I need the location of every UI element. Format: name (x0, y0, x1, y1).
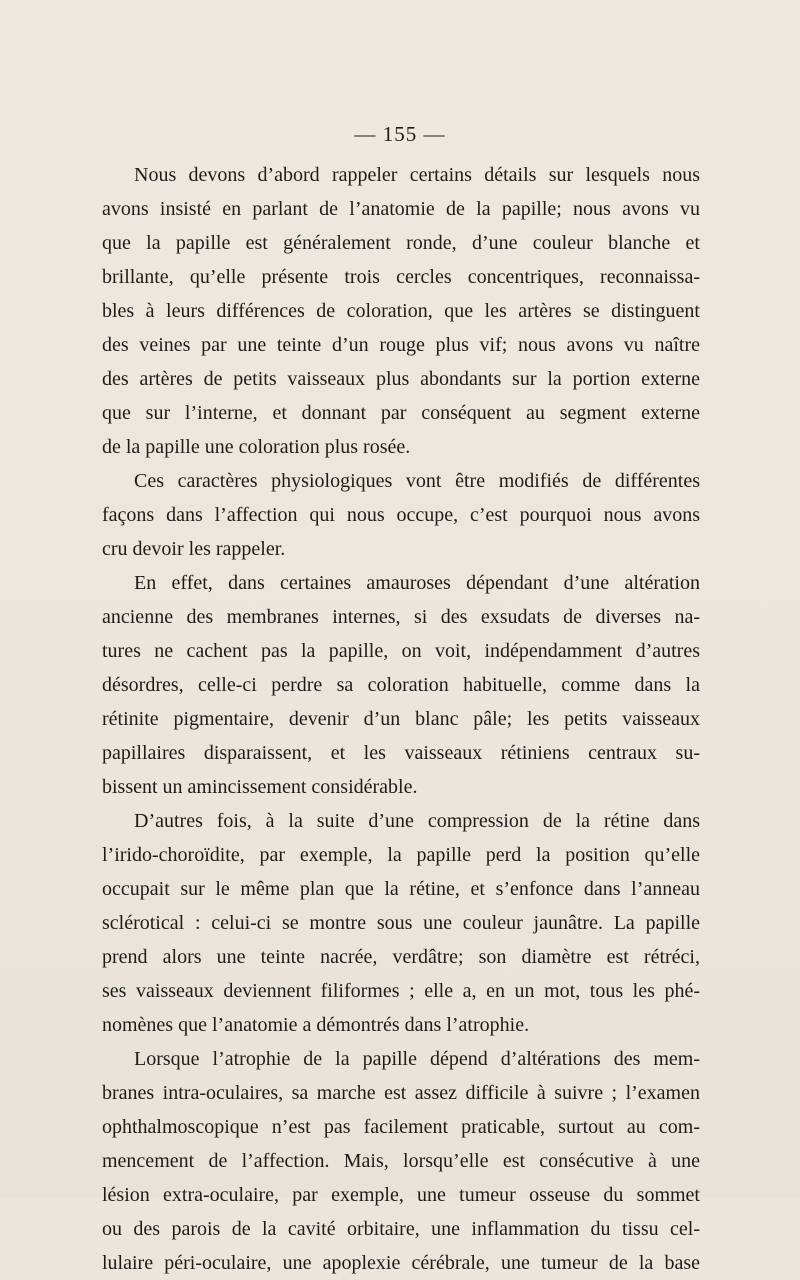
text-line: ses vaisseaux deviennent filiformes ; elle a, en un mot, tous les phé- (102, 980, 700, 1002)
text-line: ophthalmoscopique n’est pas facilement praticable, surtout au com- (102, 1116, 700, 1138)
text-line: cru devoir les rappeler. (102, 538, 286, 560)
text-line: tures ne cachent pas la papille, on voit, indépendamment d’autres (102, 640, 700, 662)
text-line: l’irido-choroïdite, par exemple, la papille perd la position qu’elle (102, 844, 700, 866)
body-text (102, 158, 700, 1280)
text-line: lésion extra-oculaire, par exemple, une tumeur osseuse du sommet (102, 1184, 700, 1206)
paragraph (102, 1042, 700, 1280)
text-line: lulaire péri-oculaire, une apoplexie cérébrale, une tumeur de la base (102, 1252, 700, 1274)
text-line: branes intra-oculaires, sa marche est assez difficile à suivre ; l’examen (102, 1082, 700, 1104)
paragraph (102, 158, 700, 464)
text-line: façons dans l’affection qui nous occupe, c’est pourquoi nous avons (102, 504, 700, 526)
text-line: Lorsque l’atrophie de la papille dépend d’altérations des mem- (134, 1048, 700, 1070)
text-line: rétinite pigmentaire, devenir d’un blanc pâle; les petits vaisseaux (102, 708, 700, 730)
page-number: — 155 — (354, 122, 446, 146)
text-line: ancienne des membranes internes, si des exsudats de diverses na- (102, 606, 700, 628)
text-line: bissent un amincissement considérable. (102, 776, 418, 798)
text-line: des artères de petits vaisseaux plus abondants sur la portion externe (102, 368, 700, 390)
text-line: En effet, dans certaines amauroses dépendant d’une altération (134, 572, 700, 594)
text-line: bles à leurs différences de coloration, que les artères se distinguent (102, 300, 700, 322)
paragraph (102, 566, 700, 804)
text-line: avons insisté en parlant de l’anatomie de la papille; nous avons vu (102, 198, 700, 220)
text-line: brillante, qu’elle présente trois cercles concentriques, reconnaissa- (102, 266, 700, 288)
text-line: Nous devons d’abord rappeler certains détails sur lesquels nous (134, 164, 700, 186)
text-line: que la papille est généralement ronde, d’une couleur blanche et (102, 232, 700, 254)
text-line: que sur l’interne, et donnant par conséquent au segment externe (102, 402, 700, 424)
text-line: ou des parois de la cavité orbitaire, une inflammation du tissu cel- (102, 1218, 700, 1240)
text-line: papillaires disparaissent, et les vaisseaux rétiniens centraux su- (102, 742, 700, 764)
paragraph (102, 804, 700, 1042)
text-line: nomènes que l’anatomie a démontrés dans l’atrophie. (102, 1014, 530, 1036)
paragraph (102, 464, 700, 566)
text-line: désordres, celle-ci perdre sa coloration habituelle, comme dans la (102, 674, 700, 696)
text-line: de la papille une coloration plus rosée. (102, 436, 411, 458)
text-line: Ces caractères physiologiques vont être modifiés de différentes (134, 470, 700, 492)
text-line: D’autres fois, à la suite d’une compression de la rétine dans (134, 810, 700, 832)
text-line: sclérotical : celui-ci se montre sous une couleur jaunâtre. La papille (102, 912, 700, 934)
text-line: des veines par une teinte d’un rouge plus vif; nous avons vu naître (102, 334, 700, 356)
text-line: occupait sur le même plan que la rétine, et s’enfonce dans l’anneau (102, 878, 700, 900)
text-line: prend alors une teinte nacrée, verdâtre; son diamètre est rétréci, (102, 946, 700, 968)
text-line: mencement de l’affection. Mais, lorsqu’elle est consécutive à une (102, 1150, 700, 1172)
